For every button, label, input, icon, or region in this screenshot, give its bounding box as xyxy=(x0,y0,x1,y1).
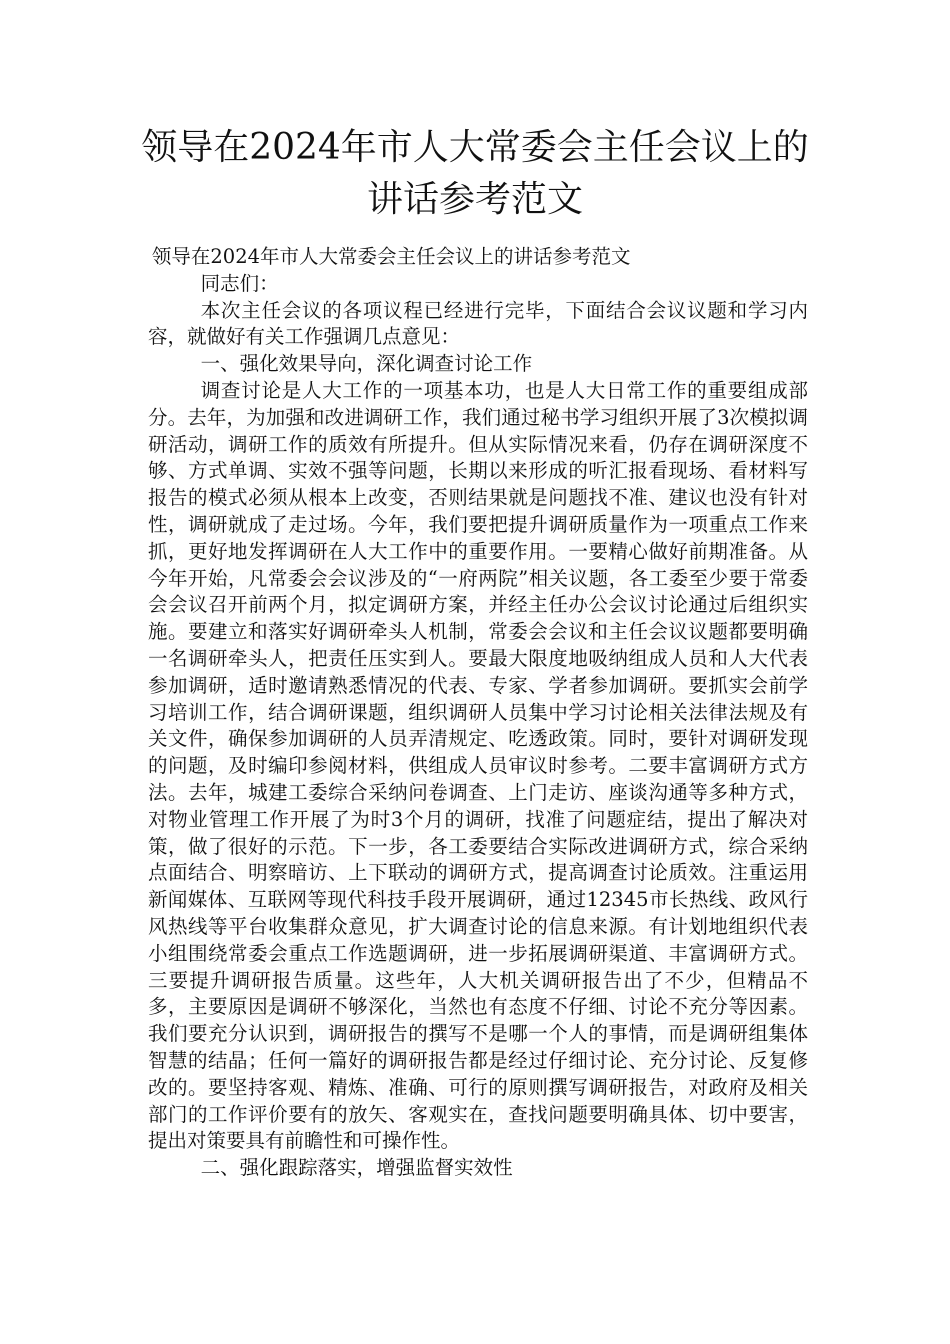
title-line-2: 讲话参考范文 xyxy=(366,179,583,220)
section-1-paragraph: 调查讨论是人大工作的一项基本功，也是人大日常工作的重要组成部分。去年，为加强和改进调研工作，我们通过秘书学习组织开展了3次模拟调研活动，调研工作的质效有所提升。但从实际情况来看，仍存在调研深度不够、方式单调、实效不强等问题，长期以来形成的听汇报看现场、看材料写报告的模式必须从根本上改变，否则结果就是问题找不准、建议也没有针对性，调研就成了走过场。今年，我们要把提升调研质量作为一项重点工作来抓，更好地发挥调研在人大工作中的重要作用。一要精心做好前期准备。从今年开始，凡常委会会议涉及的“一府两院”相关议题，各工委至少要于常委会会议召开前两个月，拟定调研方案，并经主任办公会议讨论通过后组织实施。要建立和落实好调研牵头人机制，常委会会议和主任会议议题都要明确一名调研牵头人，把责任压实到人。要最大限度地吸纳组成人员和人大代表参加调研，适时邀请熟悉情况的代表、专家、学者参加调研。要抓实会前学习培训工作，结合调研课题，组织调研人员集中学习讨论相关法律法规及有关文件，确保参加调研的人员弄清规定、吃透政策。同时，要针对调研发现的问题，及时编印参阅材料，供组成人员审议时参考。二要丰富调研方式方法。去年，城建工委综合采纳问卷调查、上门走访、座谈沟通等多种方式，对物业管理工作开展了为时3个月的调研，找准了问题症结，提出了解决对策，做了很好的示范。下一步，各工委要结合实际改进调研方式，综合采纳点面结合、明察暗访、上下联动的调研方式，提高调查讨论质效。注重运用新闻媒体、互联网等现代科技手段开展调研，通过12345市长热线、政风行风热线等平台收集群众意见，扩大调查讨论的信息来源。有计划地组织代表小组围绕常委会重点工作选题调研，进一步拓展调研渠道、丰富调研方式。三要提升调研报告质量。这些年，人大机关调研报告出了不少，但精品不多，主要原因是调研不够深化，当然也有态度不仔细、讨论不充分等因素。我们要充分认识到，调研报告的撰写不是哪一个人的事情，而是调研组集体智慧的结晶；任何一篇好的调研报告都是经过仔细讨论、充分讨论、反复修改的。要坚持客观、精炼、准确、可行的原则撰写调研报告，对政府及相关部门的工作评价要有的放矢、客观实在，查找问题要明确具体、切中要害，提出对策要具有前瞻性和可操作性。 xyxy=(148,378,808,1153)
document-title xyxy=(120,122,830,226)
section-heading-2: 二、强化跟踪落实，增强监督实效性 xyxy=(200,1156,513,1180)
section-heading-1: 一、强化效果导向，深化调查讨论工作 xyxy=(200,352,533,376)
intro-paragraph: 本次主任会议的各项议程已经进行完毕，下面结合会议议题和学习内容，就做好有关工作强调几点意见： xyxy=(148,298,808,349)
title-line-1: 领导在2024年市人大常委会主任会议上的 xyxy=(141,127,809,168)
subtitle-paragraph: 领导在2024年市人大常委会主任会议上的讲话参考范文 xyxy=(151,245,631,268)
document-body xyxy=(148,244,808,1182)
salutation: 同志们： xyxy=(200,271,279,295)
